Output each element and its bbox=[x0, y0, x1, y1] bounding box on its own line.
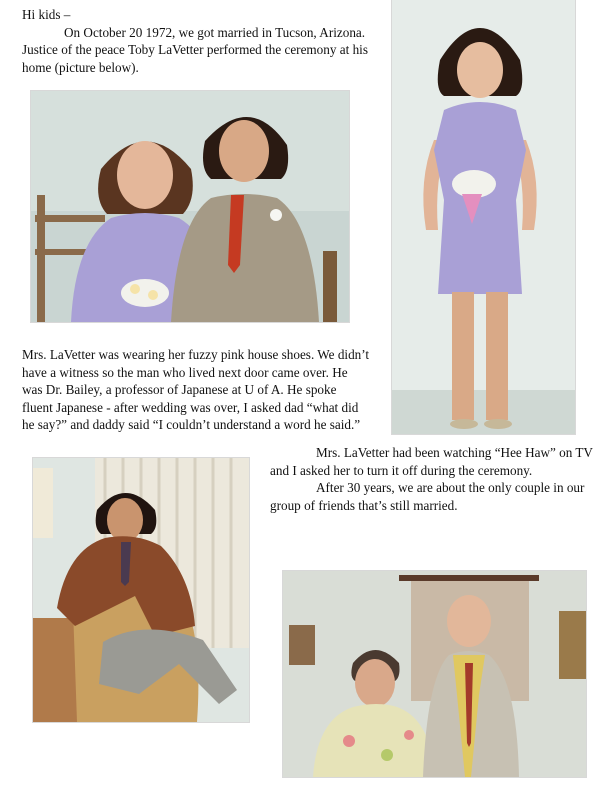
photo-couple bbox=[31, 91, 349, 322]
paragraph-wedding-date: On October 20 1972, we got married in Tucson, Arizona. Justice of the peace Toby LaVetter performed the ceremony at his home (picture below). bbox=[22, 24, 368, 75]
paragraph-mrs-lavetter: Mrs. LaVetter was wearing her fuzzy pink house shoes. We didn’t have a witness so the man who lived next door came over. He was Dr. Bailey, a professor of Japanese at U of A. He spoke fluent Japanese - after wedding was over, I asked dad “what did he say?” and daddy said “I couldn’t understand a word he said.” bbox=[22, 347, 370, 433]
bride-photo-art bbox=[392, 0, 575, 434]
greeting: Hi kids – bbox=[22, 7, 71, 22]
couple-photo-art bbox=[31, 91, 349, 322]
photo-groom-seated bbox=[33, 458, 249, 722]
letter-middle bbox=[22, 346, 370, 434]
older-couple-photo-art bbox=[283, 571, 586, 777]
photo-bride-full bbox=[392, 0, 575, 434]
paragraph-thirty-years: After 30 years, we are about the only couple in our group of friends that’s still married. bbox=[270, 480, 585, 513]
photo-older-couple bbox=[283, 571, 586, 777]
letter-right bbox=[270, 444, 598, 514]
paragraph-hee-haw: Mrs. LaVetter had been watching “Hee Haw” on TV and I asked her to turn it off during the ceremony. bbox=[270, 445, 593, 478]
groom-photo-art bbox=[33, 458, 249, 722]
letter-intro bbox=[22, 6, 372, 76]
